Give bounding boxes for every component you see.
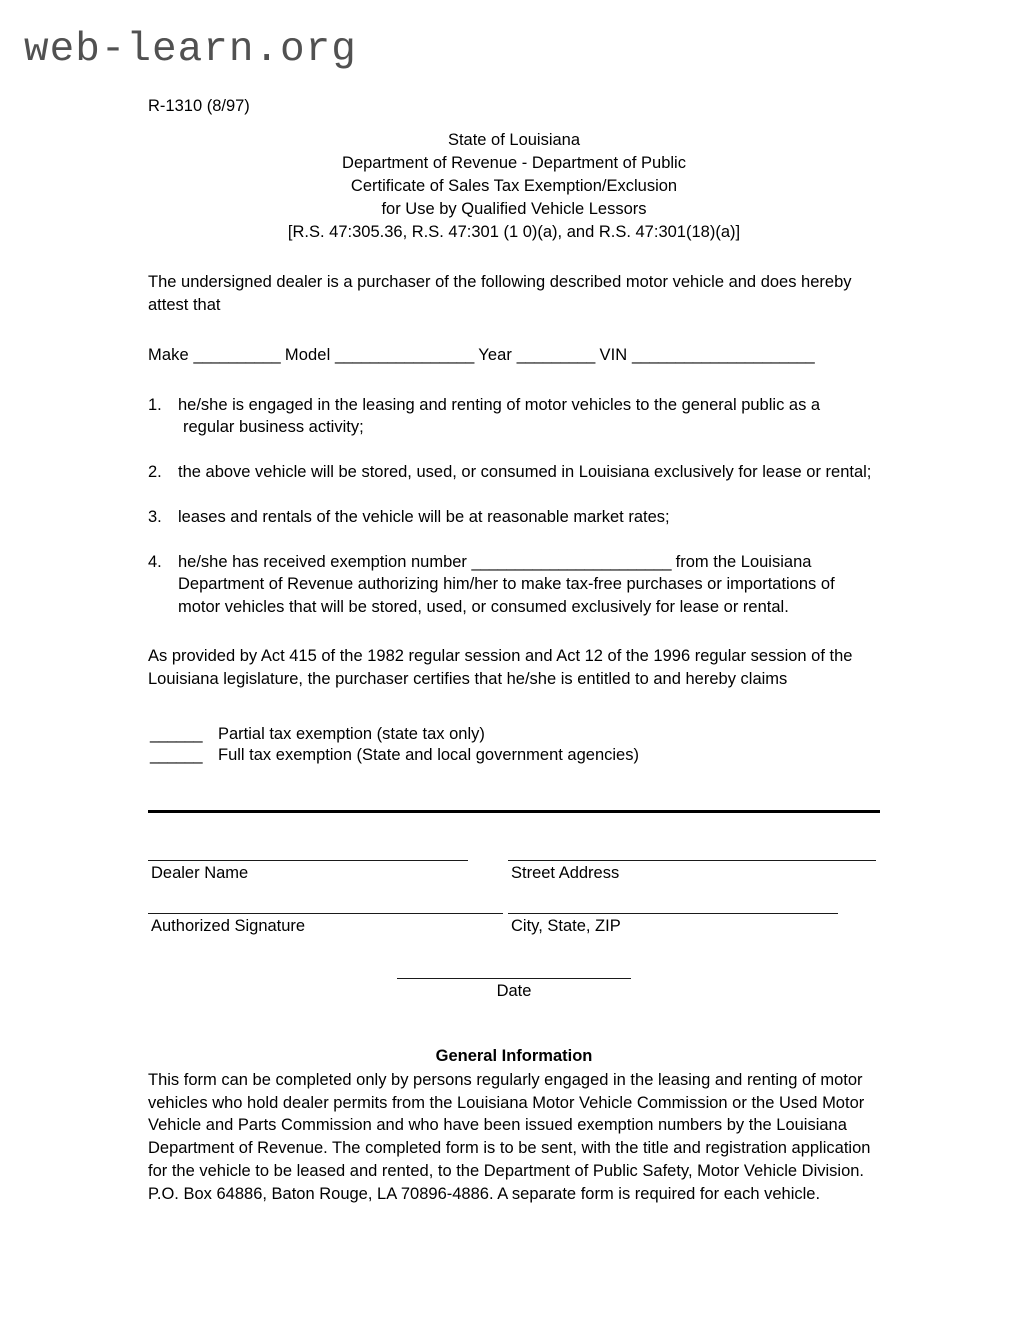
claim-2-number: 2. <box>148 463 162 482</box>
intro-paragraph: The undersigned dealer is a purchaser of the following described motor vehicle and does hereby attest that <box>148 273 852 314</box>
signature-row-2 <box>148 913 880 936</box>
title-line-state: State of Louisiana <box>447 130 581 149</box>
form-code: R-1310 (8/97) <box>148 97 250 115</box>
signature-block <box>148 860 880 1001</box>
dealer-name-field[interactable] <box>148 860 508 883</box>
vin-input-blank[interactable]: _____________________ <box>631 345 815 364</box>
title-line-certificate: Certificate of Sales Tax Exemption/Exclusion <box>350 176 678 195</box>
date-field[interactable] <box>148 978 880 1001</box>
model-input-blank[interactable]: ________________ <box>335 345 474 364</box>
exemption-option-partial[interactable] <box>148 724 880 745</box>
partial-exemption-blank[interactable]: ______ <box>150 724 203 743</box>
city-state-zip-field[interactable] <box>508 913 880 936</box>
list-item <box>148 394 880 440</box>
full-exemption-blank[interactable]: ______ <box>150 745 203 764</box>
make-input-blank[interactable]: __________ <box>193 345 281 364</box>
section-divider-rule <box>148 810 880 813</box>
claim-4-number: 4. <box>148 552 162 571</box>
general-information-heading: General Information <box>435 1046 593 1065</box>
list-item <box>148 506 880 529</box>
exemption-option-full[interactable] <box>148 745 880 766</box>
title-line-usage: for Use by Qualified Vehicle Lessors <box>381 199 647 218</box>
tax-exemption-form <box>148 96 880 1205</box>
date-caption: Date <box>496 981 532 1000</box>
year-label: Year <box>478 345 512 364</box>
title-line-department: Department of Revenue - Department of Public <box>342 153 686 172</box>
street-address-field[interactable] <box>508 860 880 883</box>
claim-4-text-before-blank: he/she has received exemption number <box>178 552 467 571</box>
title-line-statute: [R.S. 47:305.36, R.S. 47:301 (1 0)(a), and R.S. 47:301(18)(a)] <box>287 223 741 241</box>
list-item <box>148 461 880 484</box>
signature-row-1 <box>148 860 880 883</box>
vin-label: VIN <box>599 345 628 364</box>
model-label: Model <box>284 345 331 364</box>
list-item <box>148 551 880 619</box>
general-information-body: This form can be completed only by persons regularly engaged in the leasing and renting of motor vehicles who hold dealer permits from the Louisiana Motor Vehicle Commission or the Used Motor Vehicle and Parts Commission and who have been issued exemption numbers by the Louisiana Department of Revenue. The completed form is to be sent, with the title and registration application for the vehicle to be leased and rented, to the Department of Public Safety, Motor Vehicle Division. P.O. Box 64886, Baton Rouge, LA 70896-4886. A separate form is required for each vehicle. <box>148 1070 871 1203</box>
street-address-caption: Street Address <box>511 863 620 882</box>
exemption-options-group <box>148 724 880 766</box>
year-input-blank[interactable]: _________ <box>516 345 595 364</box>
claim-3-text: leases and rentals of the vehicle will be at reasonable market rates; <box>178 507 670 526</box>
watermark-web-learn: web-learn.org <box>24 27 357 73</box>
claim-1-number: 1. <box>148 395 162 414</box>
city-state-zip-caption: City, State, ZIP <box>511 916 621 935</box>
claim-4-text-after-blank: from the Louisiana Department of Revenue authorizing him/her to make tax-free purchases or importations of motor vehicles that will be stored, used, or consumed exclusively for lease or rental. <box>178 552 835 617</box>
exemption-number-blank[interactable]: _______________________ <box>471 552 672 571</box>
claim-1-text: he/she is engaged in the leasing and renting of motor vehicles to the general public as a <box>178 395 821 414</box>
claim-3-number: 3. <box>148 507 162 526</box>
make-label: Make <box>148 345 189 364</box>
full-exemption-label: Full tax exemption (State and local government agencies) <box>218 745 639 764</box>
attestation-list <box>148 394 880 619</box>
vehicle-identification-row <box>148 346 880 365</box>
act-citation-paragraph: As provided by Act 415 of the 1982 regular session and Act 12 of the 1996 regular session of the Louisiana legislature, the purchaser certifies that he/she is entitled to and hereby claims <box>148 646 853 688</box>
authorized-signature-caption: Authorized Signature <box>151 916 306 935</box>
authorized-signature-field[interactable] <box>148 913 508 936</box>
dealer-name-caption: Dealer Name <box>151 863 249 882</box>
claim-1-text-continued: regular business activity; <box>183 418 364 437</box>
form-title-block <box>148 129 880 244</box>
claim-2-text: the above vehicle will be stored, used, or consumed in Louisiana exclusively for lease or rental; <box>178 463 872 482</box>
partial-exemption-label: Partial tax exemption (state tax only) <box>218 724 485 743</box>
